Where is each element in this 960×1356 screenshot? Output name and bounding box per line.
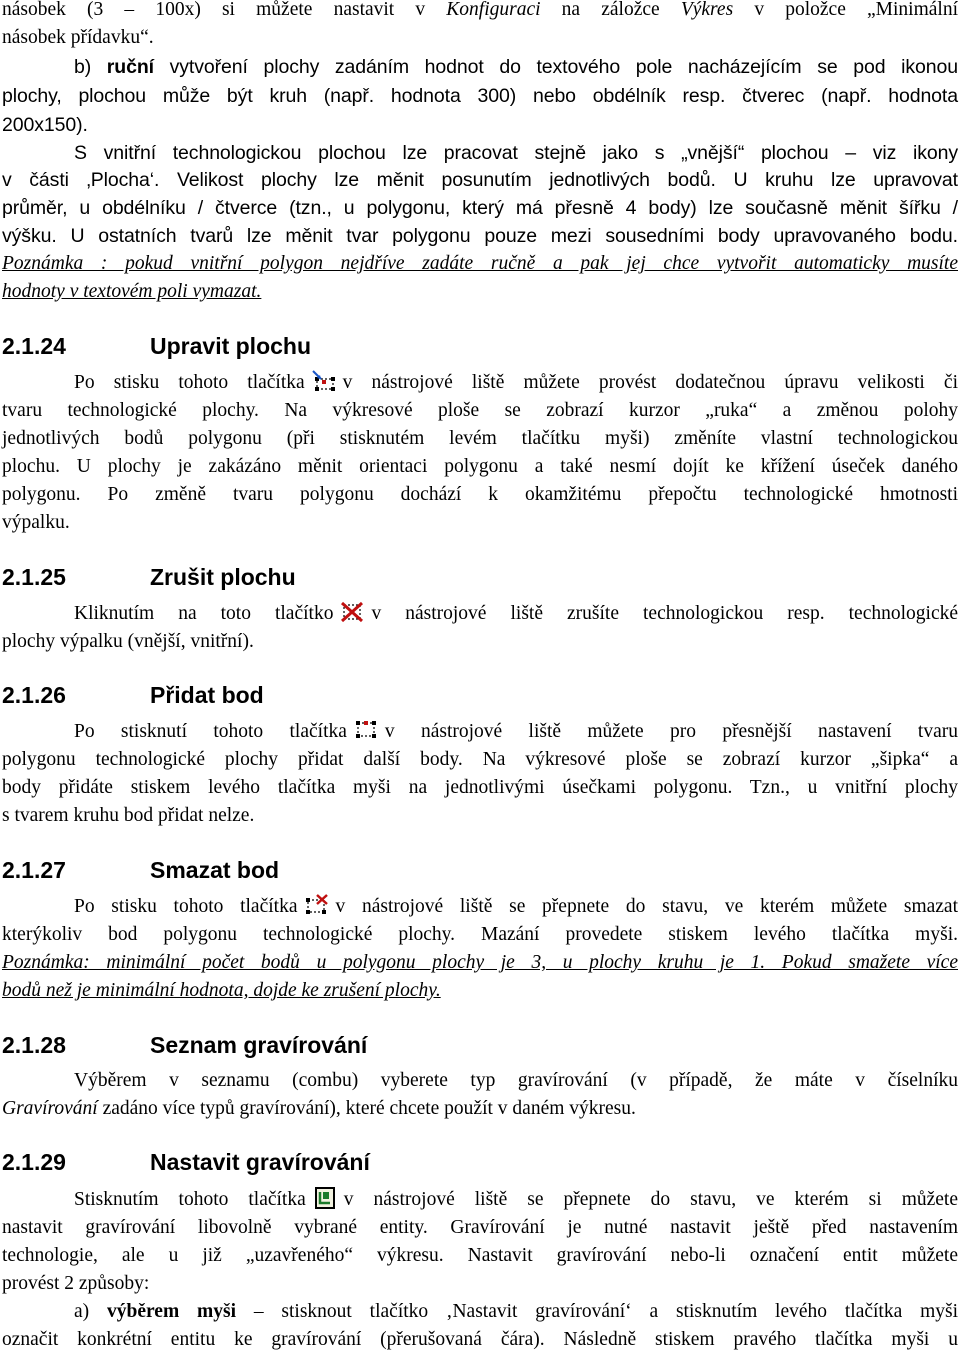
s29-line-3: technologie, ale u již „uzavřeného“ výkresu. Nastavit gravírování nebo-li označení entit můžete bbox=[2, 1245, 958, 1266]
intro-line-6: S vnitřní technologickou plochou lze pracovat stejně jako s „vnější“ plochou – viz ikony bbox=[74, 142, 958, 164]
intro-note-line-1: Poznámka : pokud vnitřní polygon nejdříve zadáte ručně a pak jej chce vytvořit automaticky musíte bbox=[2, 253, 958, 274]
add-point-icon[interactable] bbox=[353, 719, 379, 741]
section-title: Nastavit gravírování bbox=[150, 1149, 370, 1175]
s24-line-1: Po stisku tohoto tlačítka v nástrojové liště můžete provést dodatečnou úpravu velikosti či bbox=[74, 372, 958, 393]
s25-line-1: Kliknutím na toto tlačítko v nástrojové liště zrušíte technologickou resp. technologické bbox=[74, 603, 958, 624]
s29-line-2: nastavit gravírování libovolně vybrané entity. Gravírování je nutné nastavit ještě před nastavením bbox=[2, 1217, 958, 1238]
section-heading-2-1-28 bbox=[2, 1030, 367, 1060]
s27-note-line-1: Poznámka: minimální počet bodů u polygonu plochy je 3, u plochy kruhu je 1. Pokud smažete více bbox=[2, 952, 958, 973]
s27-line-1: Po stisku tohoto tlačítka v nástrojové liště se přepnete do stavu, ve kterém můžete smazat bbox=[74, 896, 958, 917]
delete-point-icon[interactable] bbox=[303, 894, 329, 916]
section-number: 2.1.28 bbox=[2, 1032, 66, 1058]
intro-line-2: násobek přídavku“. bbox=[2, 27, 154, 48]
section-number: 2.1.29 bbox=[2, 1149, 66, 1175]
s26-line-4: s tvarem kruhu bod přidat nelze. bbox=[2, 805, 255, 826]
section-title: Zrušit plochu bbox=[150, 564, 296, 590]
section-heading-2-1-29 bbox=[2, 1147, 370, 1177]
section-number: 2.1.27 bbox=[2, 857, 66, 883]
s24-line-2: tvaru technologické plochy. Na výkresové ploše se zobrazí kurzor „ruka“ a změnou polohy bbox=[2, 400, 958, 421]
intro-line-8: průměr, u obdélníku / čtverce (tzn., u polygonu, který má přesně 4 body) lze současně měnit šířku / bbox=[2, 197, 958, 219]
section-heading-2-1-25 bbox=[2, 562, 296, 592]
s24-line-3: jednotlivých bodů polygonu (při stisknutém levém tlačítku myši) změníte vlastní technologickou bbox=[2, 428, 958, 449]
set-engraving-icon[interactable] bbox=[312, 1187, 338, 1209]
intro-line-4: plochy, plochou může být kruh (např. hodnota 300) nebo obdélník resp. čtverec (např. hodnota bbox=[2, 85, 958, 107]
s29-line-4: provést 2 způsoby: bbox=[2, 1273, 150, 1294]
intro-note-line-2: hodnoty v textovém poli vymazat. bbox=[2, 281, 262, 302]
intro-line-3: b) ruční vytvoření plochy zadáním hodnot do textového pole nacházejícím se pod ikonou bbox=[74, 56, 958, 78]
s26-line-1: Po stisknutí tohoto tlačítka v nástrojové liště můžete pro přesnější nastavení tvaru bbox=[74, 721, 958, 742]
delete-area-icon[interactable] bbox=[339, 601, 365, 623]
intro-line-5: 200x150). bbox=[2, 114, 88, 136]
s24-line-6: výpalku. bbox=[2, 512, 70, 533]
s27-line-2: kterýkoliv bod polygonu technologické plochy. Mazání provedete stiskem levého tlačítka myši. bbox=[2, 924, 958, 945]
s24-line-4: plochu. U plochy je zakázáno měnit orientaci polygonu a také nesmí dojít ke křížení úseček daného bbox=[2, 456, 958, 477]
section-title: Upravit plochu bbox=[150, 333, 312, 359]
intro-line-1: násobek (3 – 100x) si můžete nastavit v Konfiguraci na záložce Výkres v položce „Minimální bbox=[2, 0, 958, 20]
section-heading-2-1-24 bbox=[2, 331, 311, 361]
section-number: 2.1.24 bbox=[2, 333, 66, 359]
s27-note-line-2: bodů než je minimální hodnota, dojde ke zrušení plochy. bbox=[2, 980, 441, 1001]
section-title: Smazat bod bbox=[150, 857, 280, 883]
s24-line-5: polygonu. Po změně tvaru polygonu dochází k okamžitému přepočtu technologické hmotnosti bbox=[2, 484, 958, 505]
intro-line-9: výšku. U ostatních tvarů lze měnit tvar polygonu pouze mezi sousedními body upravovaného bodu. bbox=[2, 225, 958, 247]
section-number: 2.1.25 bbox=[2, 564, 66, 590]
section-heading-2-1-27 bbox=[2, 855, 279, 885]
section-title: Přidat bod bbox=[150, 682, 264, 708]
s26-line-3: body přidáte stiskem levého tlačítka myši na jednotlivými úsečkami polygonu. Tzn., u vnitřní plochy bbox=[2, 777, 958, 798]
s29-line-1: Stisknutím tohoto tlačítka v nástrojové liště se přepnete do stavu, ve kterém si můžete bbox=[74, 1189, 958, 1210]
s26-line-2: polygonu technologické plochy přidat další body. Na výkresové ploše se zobrazí kurzor „šipka“ a bbox=[2, 749, 958, 770]
edit-area-icon[interactable] bbox=[311, 370, 337, 392]
s29-line-5: a) výběrem myši – stisknout tlačítko ‚Nastavit gravírování‘ a stisknutím levého tlačítka myši bbox=[74, 1301, 958, 1322]
s29-line-6: označit konkrétní entitu ke gravírování (přerušovaná čára). Následně stiskem pravého tlačítka myši u bbox=[2, 1329, 958, 1350]
intro-line-7: v části ‚Plocha‘. Velikost plochy lze měnit posunutím jednotlivých bodů. U kruhu lze upravovat bbox=[2, 169, 958, 191]
s28-line-2: Gravírování zadáno více typů gravírování), které chcete použít v daném výkresu. bbox=[2, 1098, 636, 1119]
section-title: Seznam gravírování bbox=[150, 1032, 368, 1058]
section-heading-2-1-26 bbox=[2, 680, 264, 710]
section-number: 2.1.26 bbox=[2, 682, 66, 708]
s25-line-2: plochy výpalku (vnější, vnitřní). bbox=[2, 631, 254, 652]
s28-line-1: Výběrem v seznamu (combu) vyberete typ gravírování (v případě, že máte v číselníku bbox=[74, 1070, 958, 1091]
